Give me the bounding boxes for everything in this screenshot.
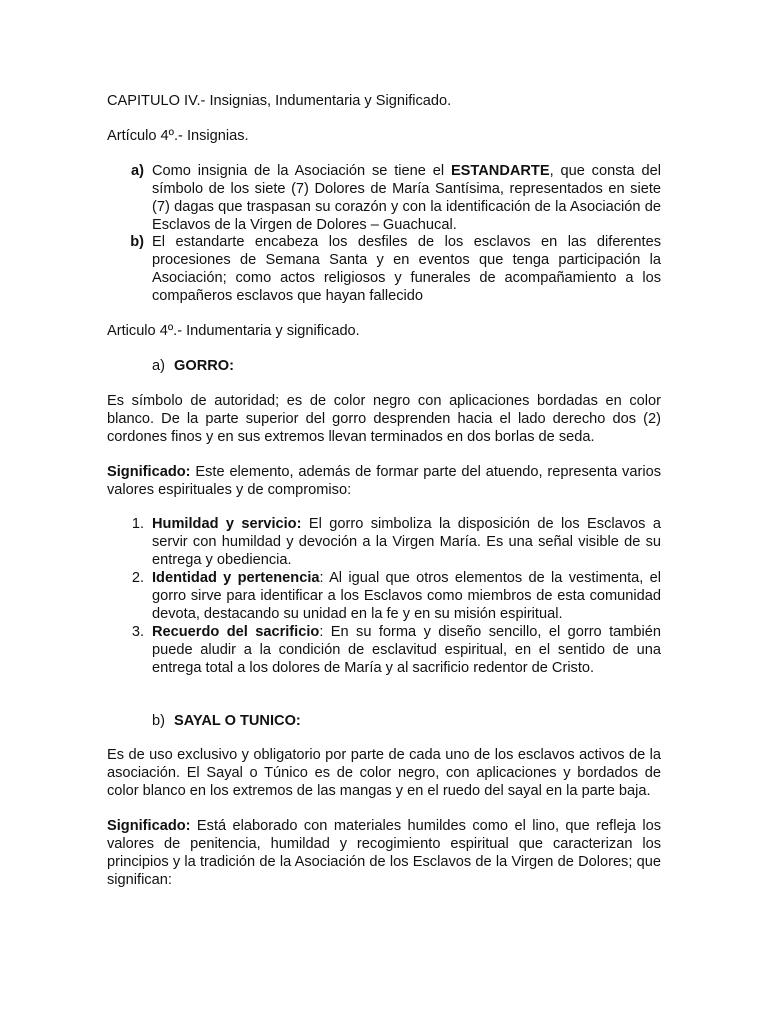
insignias-list [107,163,661,306]
list-marker: 2. [131,570,144,587]
estandarte-term: ESTANDARTE [450,162,550,179]
chapter-title: CAPITULO IV.- Insignias, Indumentaria y Significado. [107,93,452,109]
list-item: 2. Identidad y pertenencia: Al igual que otros elementos de la vestimenta, el gorro sirve para identificar a los Esclavos como miembros de esta comunidad devota, destacando su unidad en la fe y en su misión espiritual. [107,570,661,624]
gorro-description: Es símbolo de autoridad; es de color negro con aplicaciones bordadas en color blanco. De la parte superior del gorro desprenden hacia el lado derecho dos (2) cordones finos y en sus extremos llevan terminados en dos borlas de seda. [107,392,661,445]
article-indumentaria-title: Articulo 4º.- Indumentaria y significado. [107,323,360,340]
gorro-values-list [107,516,661,677]
list-marker: b) [130,234,144,251]
list-item: a) Como insignia de la Asociación se tiene el ESTANDARTE, que consta del símbolo de los siete (7) Dolores de María Santísima, representados en siete (7) dagas que traspasan su corazón y con la identificación de la Asociación de Esclavos de la Virgen de Dolores – Guachucal. [107,163,661,235]
list-item: 3. Recuerdo del sacrificio: En su forma y diseño sencillo, el gorro también puede aludir a la condición de esclavitud espiritual, en el sentido de una entrega total a los dolores de María y al sacrificio redentor de Cristo. [107,624,661,678]
article-insignias-title: Artículo 4º.- Insignias. [107,127,249,144]
section-heading-gorro: a) GORRO: [152,357,234,374]
list-marker: 3. [131,623,144,640]
sayal-description: Es de uso exclusivo y obligatorio por parte de cada uno de los esclavos activos de la asociación. El Sayal o Túnico es de color negro, con aplicaciones y bordados de color blanco en los extremos de las mangas y en el ruedo del sayal en la parte baja. [107,747,661,800]
document-page [107,93,661,890]
section-heading-sayal: b) SAYAL O TUNICO: [152,712,301,729]
sayal-significado: Significado: Está elaborado con materiales humildes como el lino, que refleja los valores de penitencia, humildad y recogimiento espiritual que caracterizan los principios y la tradición de la Asociación de los Esclavos de la Virgen de Dolores; que significan: [107,818,661,888]
list-item: b) El estandarte encabeza los desfiles de los esclavos en las diferentes procesiones de Semana Santa y en eventos que tenga participación la Asociación; como actos religiosos y funerales de acompañamiento a los compañeros esclavos que hayan fallecido [107,234,661,306]
list-marker: a) [131,162,144,179]
list-marker: 1. [131,516,144,533]
list-item: 1. Humildad y servicio: El gorro simboliza la disposición de los Esclavos a servir con humildad y devoción a la Virgen María. Es una señal visible de su entrega y obediencia. [107,516,661,570]
gorro-significado: Significado: Este elemento, además de formar parte del atuendo, representa varios valores espirituales y de compromiso: [107,463,661,498]
